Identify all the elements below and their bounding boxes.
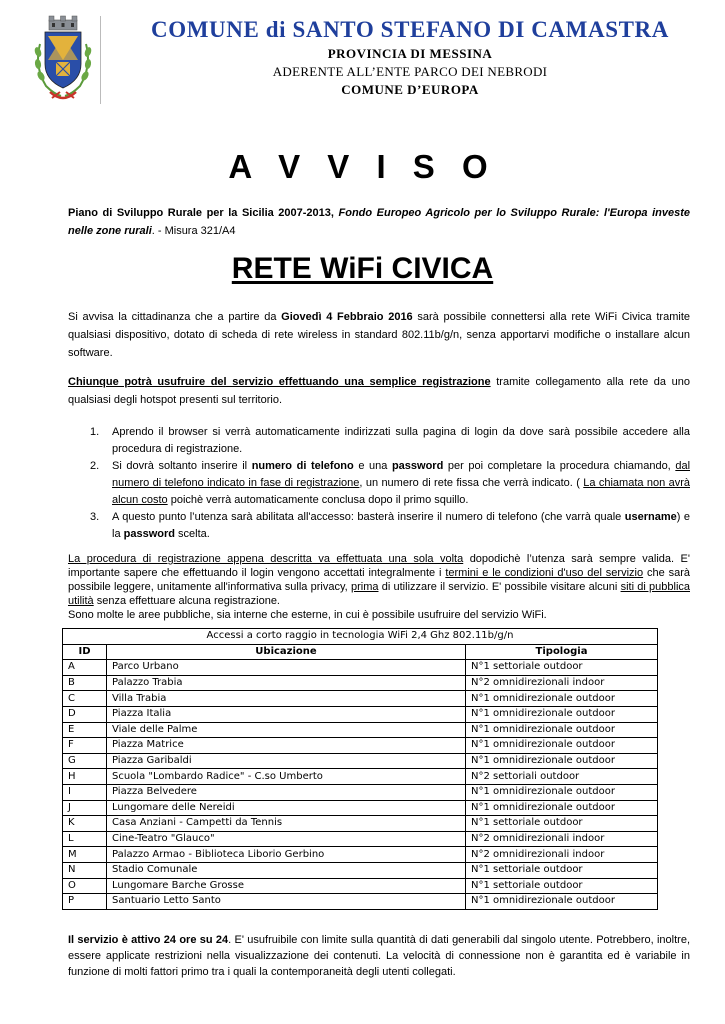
paragraph-announcement (68, 308, 690, 362)
id-cell: C (63, 691, 107, 707)
list-item (90, 509, 690, 543)
text-span: dopodichè l’utenza sarà sempre valida. E' importante sapere che effettuando il login vengono accettati integralmente i (68, 553, 690, 579)
municipal-crest-logo (30, 14, 96, 102)
location-cell: Parco Urbano (107, 660, 466, 676)
location-cell: Piazza Italia (107, 706, 466, 722)
table-row (63, 800, 658, 816)
id-cell: G (63, 753, 107, 769)
text-span: Si avvisa la cittadinanza che a partire da (68, 311, 282, 323)
text-span: Sono molte le aree pubbliche, sia interne che esterne, in cui è possibile usufruire del servizio WiFi. (68, 609, 547, 621)
type-cell: N°1 settoriale outdoor (466, 816, 658, 832)
table-row (63, 862, 658, 878)
column-header: Ubicazione (107, 644, 466, 660)
text-span: poichè verrà automaticamente conclusa dopo il primo squillo. (167, 494, 469, 506)
location-cell: Palazzo Trabia (107, 675, 466, 691)
table-caption-row (63, 629, 658, 645)
id-cell: K (63, 816, 107, 832)
type-cell: N°1 omnidirezionale outdoor (466, 753, 658, 769)
location-cell: Palazzo Armao - Biblioteca Liborio Gerbino (107, 847, 466, 863)
location-cell: Lungomare Barche Grosse (107, 878, 466, 894)
text-span: dal numero di telefono indicato in fase di registrazione (112, 460, 691, 489)
table-row (63, 722, 658, 738)
municipality-title: COMUNE di SANTO STEFANO DI CAMASTRA (151, 17, 669, 42)
list-text (112, 509, 690, 543)
text-span: di utilizzare il servizio. E' possibile visitare alcuni (378, 581, 621, 593)
type-cell: N°1 omnidirezionale outdoor (466, 784, 658, 800)
steps-list (90, 424, 690, 543)
id-cell: A (63, 660, 107, 676)
location-cell: Piazza Matrice (107, 738, 466, 754)
list-item (90, 424, 690, 458)
table-row (63, 769, 658, 785)
text-span: La chiamata non avrà alcun costo (112, 477, 690, 506)
text-span: sarà possibile connettersi alla rete WiFi Civica tramite qualsiasi dispositivo, dotato di scheda di rete wireless in standard 802.11b/g/n, senza apportarvi modifiche o installare alcun software. (68, 311, 690, 359)
id-cell: O (63, 878, 107, 894)
table-row (63, 738, 658, 754)
text-span: A questo punto l’utenza sarà abilitata all'accesso: basterà inserire il numero di telefono (che varrà quale (112, 511, 625, 523)
id-cell: N (63, 862, 107, 878)
text-span: tramite collegamento alla rete da uno qualsiasi degli hotspot presenti sul territorio. (68, 376, 690, 406)
type-cell: N°2 omnidirezionali indoor (466, 847, 658, 863)
text-span: termini e le condizioni d'uso del servizio (445, 567, 644, 579)
text-span: . E' usufruibile con limite sulla quantità di dati generabili dal singolo utente. Potrebbero, inoltre, essere applicate restrizioni nella visualizzazione dei contenuti. La velocità di connessione non è garantita ed è variabile in funzione di molti fattori primo tra i quali la contemporaneità degli utenti collegati. (68, 934, 691, 978)
type-cell: N°1 omnidirezionale outdoor (466, 738, 658, 754)
list-number: 3. (90, 511, 100, 523)
type-cell: N°2 settoriali outdoor (466, 769, 658, 785)
text-span: che sarà possibile leggere, unitamente all'informativa sulla privacy, (68, 567, 690, 593)
start-date: Giovedì 4 Febbraio 2016 (281, 311, 413, 323)
id-cell: M (63, 847, 107, 863)
type-cell: N°1 omnidirezionale outdoor (466, 800, 658, 816)
id-cell: J (63, 800, 107, 816)
type-cell: N°1 omnidirezionale outdoor (466, 722, 658, 738)
location-cell: Piazza Garibaldi (107, 753, 466, 769)
text-span: senza effettuare alcuna registrazione. (93, 595, 280, 607)
registration-emphasis: Chiunque potrà usufruire del servizio effettuando una semplice registrazione (68, 376, 491, 388)
id-cell: L (63, 831, 107, 847)
text-span: password (123, 528, 175, 540)
hotspot-table (62, 628, 658, 910)
location-cell: Lungomare delle Nereidi (107, 800, 466, 816)
type-cell: N°1 settoriale outdoor (466, 862, 658, 878)
intro-measure: . - Misura 321/A4 (151, 225, 236, 237)
list-text (112, 458, 690, 509)
table-header-row (63, 644, 658, 660)
text-span: siti di pubblica utilità (68, 581, 690, 607)
type-cell: N°1 omnidirezionale outdoor (466, 706, 658, 722)
table-row (63, 784, 658, 800)
type-cell: N°2 omnidirezionali indoor (466, 675, 658, 691)
notice-heading: A V V I S O (228, 148, 497, 185)
table-row (63, 706, 658, 722)
text-span: Aprendo il browser si verrà automaticamente indirizzati sulla pagina di login da dove sarà possibile accedere alla procedura di registrazione. (112, 426, 690, 455)
type-cell: N°1 settoriale outdoor (466, 878, 658, 894)
location-cell: Cine-Teatro "Glauco" (107, 831, 466, 847)
table-row (63, 660, 658, 676)
type-cell: N°2 omnidirezionali indoor (466, 831, 658, 847)
table-row (63, 847, 658, 863)
location-cell: Piazza Belvedere (107, 784, 466, 800)
text-span: numero di telefono (251, 460, 354, 472)
location-cell: Villa Trabia (107, 691, 466, 707)
table-row (63, 675, 658, 691)
park-line: ADERENTE ALL’ENTE PARCO DEI NEBRODI (272, 64, 548, 79)
text-span: scelta. (174, 528, 210, 540)
id-cell: P (63, 894, 107, 910)
type-cell: N°1 omnidirezionale outdoor (466, 894, 658, 910)
text-span: password (391, 460, 444, 472)
id-cell: H (63, 769, 107, 785)
text-span: per poi completare la procedura chiamando, (443, 460, 676, 472)
id-cell: E (63, 722, 107, 738)
table-row (63, 691, 658, 707)
type-cell: N°1 omnidirezionale outdoor (466, 691, 658, 707)
intro-plan: Piano di Sviluppo Rurale per la Sicilia 2007-2013, (68, 207, 334, 219)
header-divider (100, 16, 101, 104)
text-span: username (624, 511, 677, 523)
list-text (112, 424, 690, 458)
table-row (63, 878, 658, 894)
list-number: 2. (90, 460, 100, 472)
location-cell: Scuola "Lombardo Radice" - C.so Umberto (107, 769, 466, 785)
list-number: 1. (90, 426, 100, 438)
intro-paragraph (68, 204, 690, 240)
text-span: Si dovrà soltanto inserire il (112, 460, 252, 472)
europe-line: COMUNE D’EUROPA (341, 82, 479, 97)
paragraph-service-info (68, 932, 690, 980)
list-item (90, 458, 690, 509)
paragraph-terms (68, 552, 690, 622)
column-header: Tipologia (466, 644, 658, 660)
section-heading: RETE WiFi CIVICA (231, 252, 494, 285)
text-span: e una (353, 460, 392, 472)
text-span: La procedura di registrazione appena descritta va effettuata una sola volta (68, 553, 464, 565)
province-line: PROVINCIA DI MESSINA (327, 46, 493, 61)
id-cell: D (63, 706, 107, 722)
service-hours: Il servizio è attivo 24 ore su 24 (68, 934, 229, 946)
id-cell: B (63, 675, 107, 691)
table-row (63, 753, 658, 769)
table-caption: Accessi a corto raggio in tecnologia WiFi 2,4 Ghz 802.11b/g/n (63, 629, 658, 645)
location-cell: Casa Anziani - Campetti da Tennis (107, 816, 466, 832)
id-cell: F (63, 738, 107, 754)
column-header: ID (63, 644, 107, 660)
location-cell: Santuario Letto Santo (107, 894, 466, 910)
table-row (63, 894, 658, 910)
table-row (63, 831, 658, 847)
text-span: , un numero di rete fissa che verrà indicato. ( (359, 477, 584, 489)
table-row (63, 816, 658, 832)
paragraph-registration (68, 373, 690, 409)
id-cell: I (63, 784, 107, 800)
location-cell: Stadio Comunale (107, 862, 466, 878)
text-span: ) e la (112, 511, 690, 540)
intro-fund: Fondo Europeo Agricolo per lo Sviluppo Rurale: l'Europa investe nelle zone rurali (68, 207, 690, 237)
location-cell: Viale delle Palme (107, 722, 466, 738)
text-span: prima (350, 581, 379, 593)
type-cell: N°1 settoriale outdoor (466, 660, 658, 676)
